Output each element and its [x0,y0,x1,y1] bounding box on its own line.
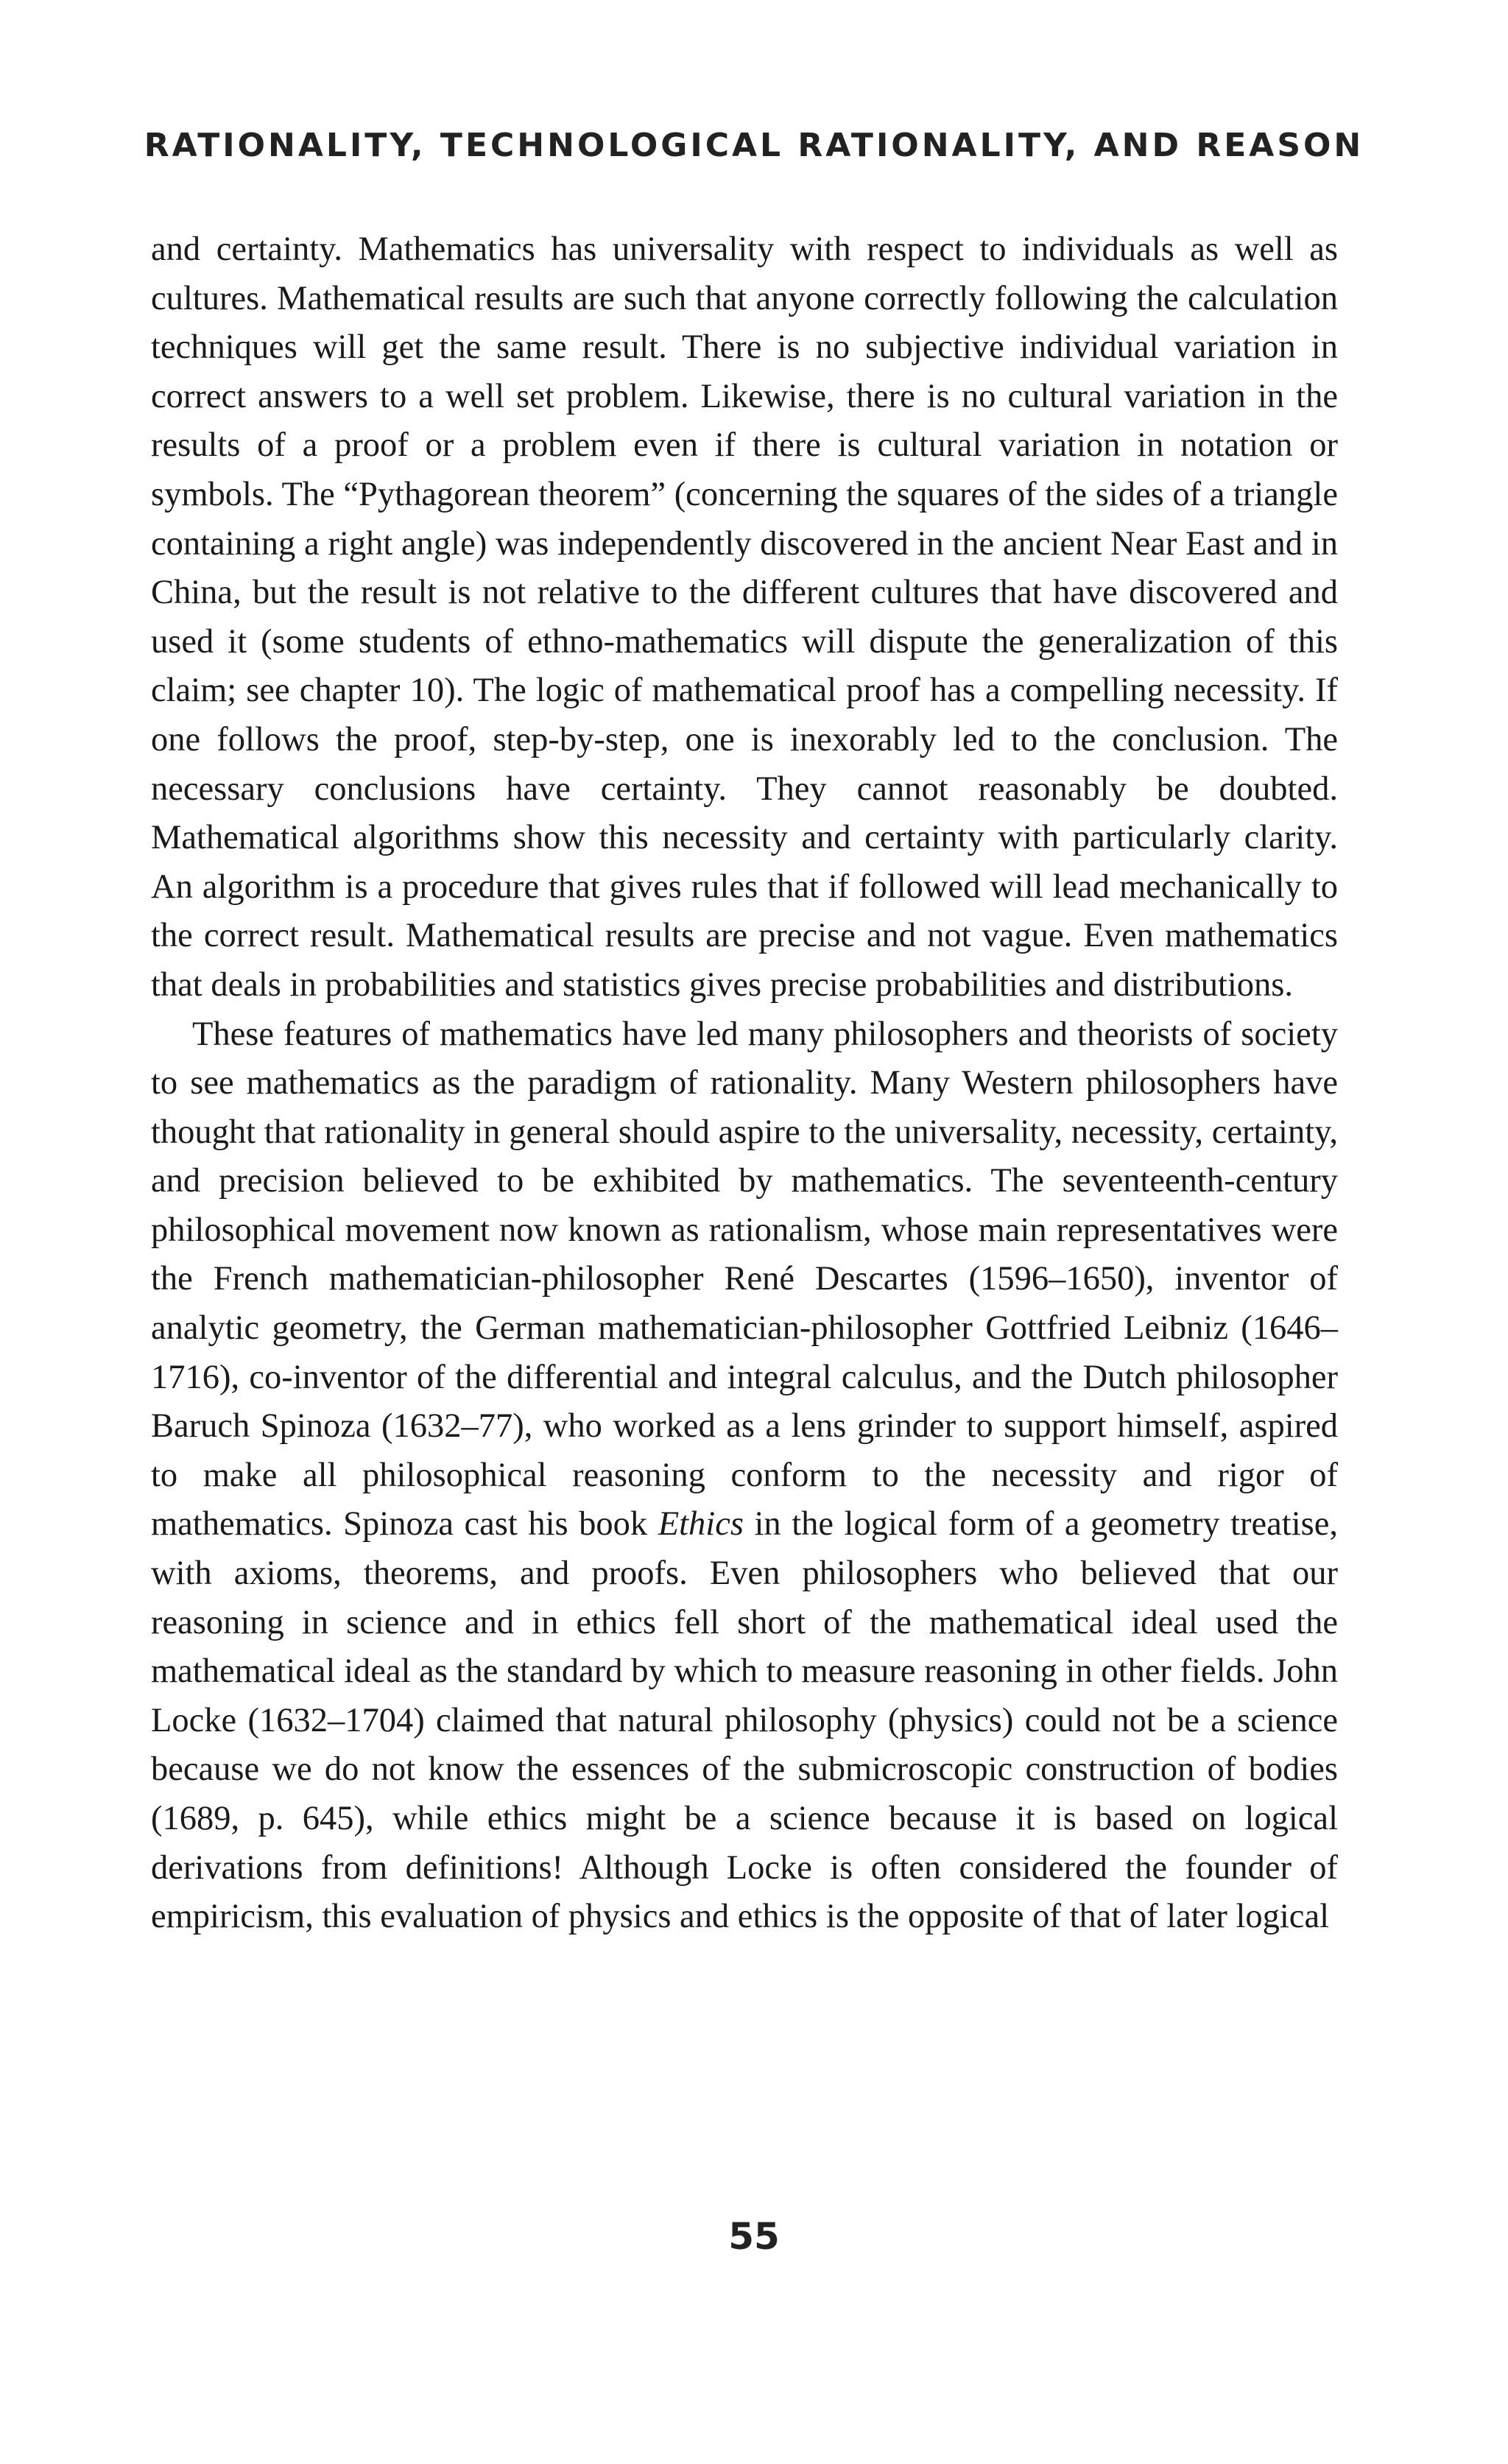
paragraph-text: These features of mathematics have led many philosophers and theorists of society to see mathematics as the paradigm of rationality. Many Western philosophers have thought that rationality in general should aspire to the universality, necessity, certainty, and precision believed to be exhibited by mathematics. The seventeenth-century philosophical movement now known as rationalism, whose main representatives were the French mathematician-philosopher René Descartes (1596–1650), inventor of analytic geometry, the German mathematician-philosopher Gottfried Leibniz (1646–1716), co-inventor of the differential and integral calculus, and the Dutch philosopher Baruch Spinoza (1632–77), who worked as a lens grinder to support himself, aspired to make all philosophical reasoning conform to the necessity and rigor of mathematics. Spinoza cast his book [151,1015,1338,1543]
paragraph-text: in the logical form of a geometry treatise, with axioms, theorems, and proofs. Even philosophers who believed that our reasoning in science and in ethics fell short of the mathematical ideal used the mathematical ideal as the standard by which to measure reasoning in other fields. John Locke (1632–1704) claimed that natural philosophy (physics) could not be a science because we do not know the essences of the submicroscopic construction of bodies (1689, p. 645), while ethics might be a science because it is based on logical derivations from definitions! Although Locke is often considered the founder of empiricism, this evaluation of physics and ethics is the opposite of that of later logical [151,1505,1339,1936]
paragraph [151,1010,1338,1942]
page-number: 55 [728,2215,780,2258]
book-title: Ethics [658,1505,744,1543]
running-head: RATIONALITY, TECHNOLOGICAL RATIONALITY, AND REASON [144,127,1364,164]
body-text [151,225,1338,1942]
paragraph: and certainty. Mathematics has universality with respect to individuals as well as cultures. Mathematical results are such that anyone correctly following the calculation techniques will get the same result. There is no subjective individual variation in correct answers to a well set problem. Likewise, there is no cultural variation in the results of a proof or a problem even if there is cultural variation in notation or symbols. The “Pythagorean theorem” (concerning the squares of the sides of a triangle containing a right angle) was independently discovered in the ancient Near East and in China, but the result is not relative to the different cultures that have discovered and used it (some students of ethno-mathematics will dispute the generalization of this claim; see chapter 10). The logic of mathematical proof has a compelling necessity. If one follows the proof, step-by-step, one is inexorably led to the conclusion. The necessary conclusions have certainty. They cannot reasonably be doubted. Mathematical algorithms show this necessity and certainty with particularly clarity. An algorithm is a procedure that gives rules that if followed will lead mechanically to the correct result. Mathematical results are precise and not vague. Even mathematics that deals in probabilities and statistics gives precise probabilities and distributions. [151,230,1338,1004]
